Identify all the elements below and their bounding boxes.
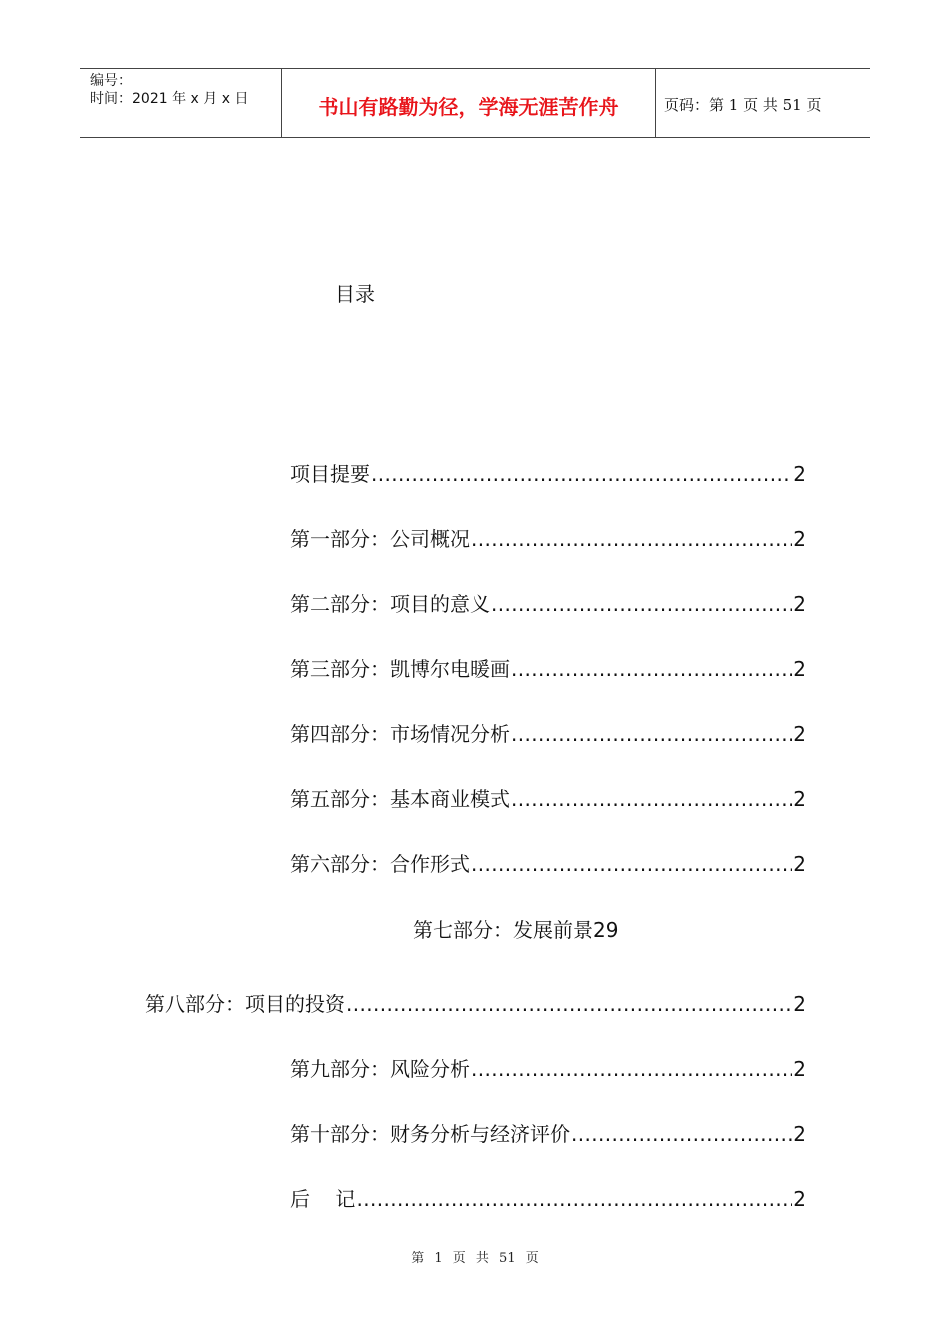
toc-leader-dots — [371, 462, 792, 486]
toc-entry-page: 2 — [793, 1122, 806, 1146]
toc-leader-dots — [571, 1122, 792, 1146]
toc-leader-dots — [511, 722, 792, 746]
toc-entry-label: 第十部分：财务分析与经济评价 — [290, 1122, 570, 1146]
toc-entry-label: 第三部分：凯博尔电暖画 — [290, 657, 510, 681]
header-page-info: 页码：第 1 页 共 51 页 — [664, 96, 822, 114]
document-number-label: 编号： — [90, 73, 132, 89]
toc-entry-label: 第四部分：市场情况分析 — [290, 722, 510, 746]
toc-entry-page: 2 — [793, 992, 806, 1016]
toc-leader-dots — [346, 992, 792, 1016]
toc-entry-label: 第九部分：风险分析 — [290, 1057, 470, 1081]
toc-entry-label: 第八部分：项目的投资 — [145, 992, 345, 1016]
toc-entry-page: 2 — [793, 657, 806, 681]
page-footer: 第 1 页 共 51 页 — [411, 1251, 539, 1266]
toc-entry[interactable] — [145, 988, 806, 1016]
header-motto: 书山有路勤为径，学海无涯苦作舟 — [318, 95, 619, 119]
toc-leader-dots — [511, 657, 792, 681]
toc-leader-dots — [491, 592, 792, 616]
header-meta-cell — [80, 69, 281, 137]
toc-leader-dots — [511, 787, 792, 811]
toc-title: 目录 — [335, 282, 375, 306]
toc-entry[interactable] — [413, 914, 618, 943]
toc-entry[interactable] — [290, 588, 806, 616]
toc-entry[interactable] — [290, 1183, 806, 1211]
toc-entry-page: 2 — [793, 787, 806, 811]
toc-entry-label: 后 记 — [290, 1187, 356, 1211]
toc-entry-label: 第五部分：基本商业模式 — [290, 787, 510, 811]
toc-entry-page: 2 — [793, 1057, 806, 1081]
toc-leader-dots — [471, 852, 792, 876]
toc-entry-page: 2 — [793, 462, 806, 486]
toc-entry-page: 2 — [793, 852, 806, 876]
toc-entry-label: 项目提要 — [290, 462, 370, 486]
toc-entry-label: 第二部分：项目的意义 — [290, 592, 490, 616]
toc-leader-dots — [356, 1187, 792, 1211]
header-motto-cell — [281, 69, 656, 137]
toc-entry[interactable] — [290, 783, 806, 811]
toc-leader-dots — [471, 527, 792, 551]
toc-entry[interactable] — [290, 1053, 806, 1081]
document-date-label: 时间：2021 年 x 月 x 日 — [90, 91, 249, 107]
toc-entry[interactable] — [290, 523, 806, 551]
toc-entry[interactable] — [290, 718, 806, 746]
toc-entry[interactable] — [290, 848, 806, 876]
toc-entry[interactable] — [290, 458, 806, 486]
toc-entry-label: 第七部分：发展前景29 — [413, 918, 619, 942]
toc-entry-page: 2 — [793, 1187, 806, 1211]
toc-entry[interactable] — [290, 653, 806, 681]
toc-entry[interactable] — [290, 1118, 806, 1146]
toc-entry-page: 2 — [793, 592, 806, 616]
toc-leader-dots — [471, 1057, 792, 1081]
toc-entry-page: 2 — [793, 527, 806, 551]
toc-entry-page: 2 — [793, 722, 806, 746]
header-page-cell — [655, 69, 870, 137]
toc-entry-label: 第一部分：公司概况 — [290, 527, 470, 551]
toc-entry-label: 第六部分：合作形式 — [290, 852, 470, 876]
document-header — [80, 68, 870, 138]
